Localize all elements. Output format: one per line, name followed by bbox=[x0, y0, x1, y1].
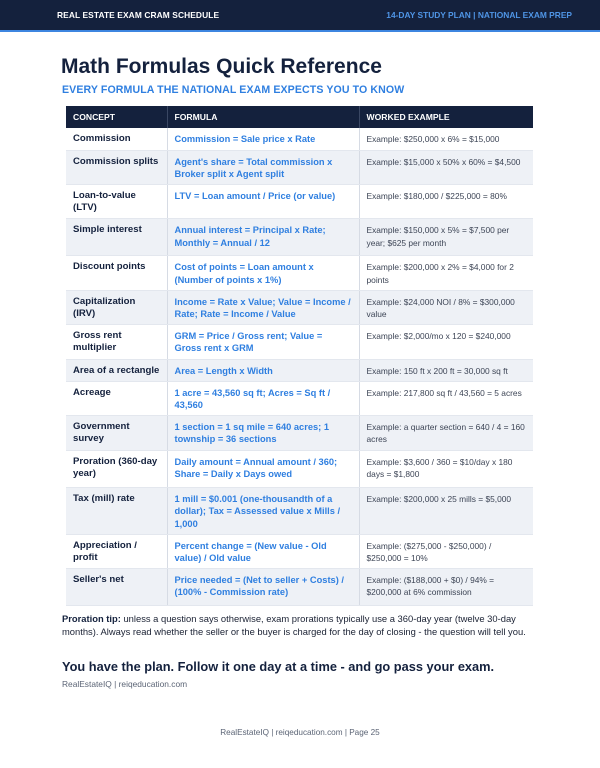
tip-label: Proration tip: bbox=[62, 613, 121, 624]
concept-cell: Appreciation / profit bbox=[66, 534, 167, 568]
formula-cell: Daily amount = Annual amount / 360; Share = Daily x Days owed bbox=[167, 451, 359, 488]
example-cell: Example: $200,000 x 2% = $4,000 for 2 points bbox=[359, 256, 533, 290]
formula-cell: LTV = Loan amount / Price (or value) bbox=[167, 184, 359, 218]
table-row bbox=[66, 359, 533, 381]
table-row bbox=[66, 416, 533, 451]
page-title: Math Formulas Quick Reference bbox=[61, 55, 382, 78]
table-row bbox=[66, 150, 533, 184]
example-cell: Example: $150,000 x 5% = $7,500 per year; $625 per month bbox=[359, 219, 533, 256]
table-body bbox=[66, 128, 533, 606]
formula-cell: Commission = Sale price x Rate bbox=[167, 128, 359, 150]
formula-cell: Income = Rate x Value; Value = Income / Rate; Rate = Income / Value bbox=[167, 290, 359, 324]
formula-cell: Area = Length x Width bbox=[167, 359, 359, 381]
table-row bbox=[66, 256, 533, 290]
formula-cell: Agent's share = Total commission x Broker split x Agent split bbox=[167, 150, 359, 184]
formula-cell: 1 acre = 43,560 sq ft; Acres = Sq ft / 43,560 bbox=[167, 381, 359, 415]
table-row bbox=[66, 184, 533, 218]
column-header-formula: FORMULA bbox=[167, 106, 359, 128]
example-cell: Example: 217,800 sq ft / 43,560 = 5 acres bbox=[359, 381, 533, 415]
header-accent-divider bbox=[0, 30, 600, 32]
concept-cell: Acreage bbox=[66, 381, 167, 415]
table-row bbox=[66, 534, 533, 568]
page-subtitle: EVERY FORMULA THE NATIONAL EXAM EXPECTS YOU TO KNOW bbox=[62, 84, 405, 96]
example-cell: Example: $15,000 x 50% x 60% = $4,500 bbox=[359, 150, 533, 184]
table-row bbox=[66, 381, 533, 415]
formula-cell: Percent change = (New value - Old value) / Old value bbox=[167, 534, 359, 568]
formula-cell: Price needed = (Net to seller + Costs) / (100% - Commission rate) bbox=[167, 569, 359, 606]
formula-cell: GRM = Price / Gross rent; Value = Gross rent x GRM bbox=[167, 325, 359, 359]
column-header-example: WORKED EXAMPLE bbox=[359, 106, 533, 128]
example-cell: Example: $200,000 x 25 mills = $5,000 bbox=[359, 488, 533, 535]
example-cell: Example: $2,000/mo x 120 = $240,000 bbox=[359, 325, 533, 359]
formula-cell: 1 section = 1 sq mile = 640 acres; 1 township = 36 sections bbox=[167, 416, 359, 451]
proration-tip bbox=[62, 612, 540, 638]
concept-cell: Gross rent multiplier bbox=[66, 325, 167, 359]
example-cell: Example: $3,600 / 360 = $10/day x 180 days = $1,800 bbox=[359, 451, 533, 488]
concept-cell: Area of a rectangle bbox=[66, 359, 167, 381]
concept-cell: Commission bbox=[66, 128, 167, 150]
formula-cell: Annual interest = Principal x Rate; Monthly = Annual / 12 bbox=[167, 219, 359, 256]
concept-cell: Proration (360-day year) bbox=[66, 451, 167, 488]
concept-cell: Simple interest bbox=[66, 219, 167, 256]
header-title: REAL ESTATE EXAM CRAM SCHEDULE bbox=[57, 10, 220, 20]
example-cell: Example: $24,000 NOI / 8% = $300,000 value bbox=[359, 290, 533, 324]
concept-cell: Capitalization (IRV) bbox=[66, 290, 167, 324]
concept-cell: Tax (mill) rate bbox=[66, 488, 167, 535]
table-header-row bbox=[66, 106, 533, 128]
tip-text: unless a question says otherwise, exam prorations typically use a 360-day year (twelve 30-day months). Always read whether the seller or the buyer is charged for the day of closing - the question will tell you. bbox=[62, 613, 526, 638]
brand-line: RealEstateIQ | reiqeducation.com bbox=[62, 679, 188, 689]
table-row bbox=[66, 290, 533, 324]
table-row bbox=[66, 325, 533, 359]
formula-cell: 1 mill = $0.001 (one-thousandth of a dollar); Tax = Assessed value x Mills / 1,000 bbox=[167, 488, 359, 535]
formula-table bbox=[66, 106, 533, 606]
example-cell: Example: a quarter section = 640 / 4 = 160 acres bbox=[359, 416, 533, 451]
table-row bbox=[66, 451, 533, 488]
column-header-concept: CONCEPT bbox=[66, 106, 167, 128]
concept-cell: Loan-to-value (LTV) bbox=[66, 184, 167, 218]
example-cell: Example: ($275,000 - $250,000) / $250,000 = 10% bbox=[359, 534, 533, 568]
table-row bbox=[66, 569, 533, 606]
closing-message: You have the plan. Follow it one day at a time - and go pass your exam. bbox=[62, 659, 495, 674]
concept-cell: Government survey bbox=[66, 416, 167, 451]
concept-cell: Discount points bbox=[66, 256, 167, 290]
table-row bbox=[66, 488, 533, 535]
example-cell: Example: $250,000 x 6% = $15,000 bbox=[359, 128, 533, 150]
example-cell: Example: ($188,000 + $0) / 94% = $200,000 at 6% commission bbox=[359, 569, 533, 606]
header-bar bbox=[0, 0, 600, 30]
formula-cell: Cost of points = Loan amount x (Number of points x 1%) bbox=[167, 256, 359, 290]
table-row bbox=[66, 219, 533, 256]
example-cell: Example: $180,000 / $225,000 = 80% bbox=[359, 184, 533, 218]
example-cell: Example: 150 ft x 200 ft = 30,000 sq ft bbox=[359, 359, 533, 381]
page-footer: RealEstateIQ | reiqeducation.com | Page 25 bbox=[220, 728, 380, 737]
header-plan-label: 14-DAY STUDY PLAN | NATIONAL EXAM PREP bbox=[386, 10, 572, 20]
table-row bbox=[66, 128, 533, 150]
concept-cell: Commission splits bbox=[66, 150, 167, 184]
concept-cell: Seller's net bbox=[66, 569, 167, 606]
